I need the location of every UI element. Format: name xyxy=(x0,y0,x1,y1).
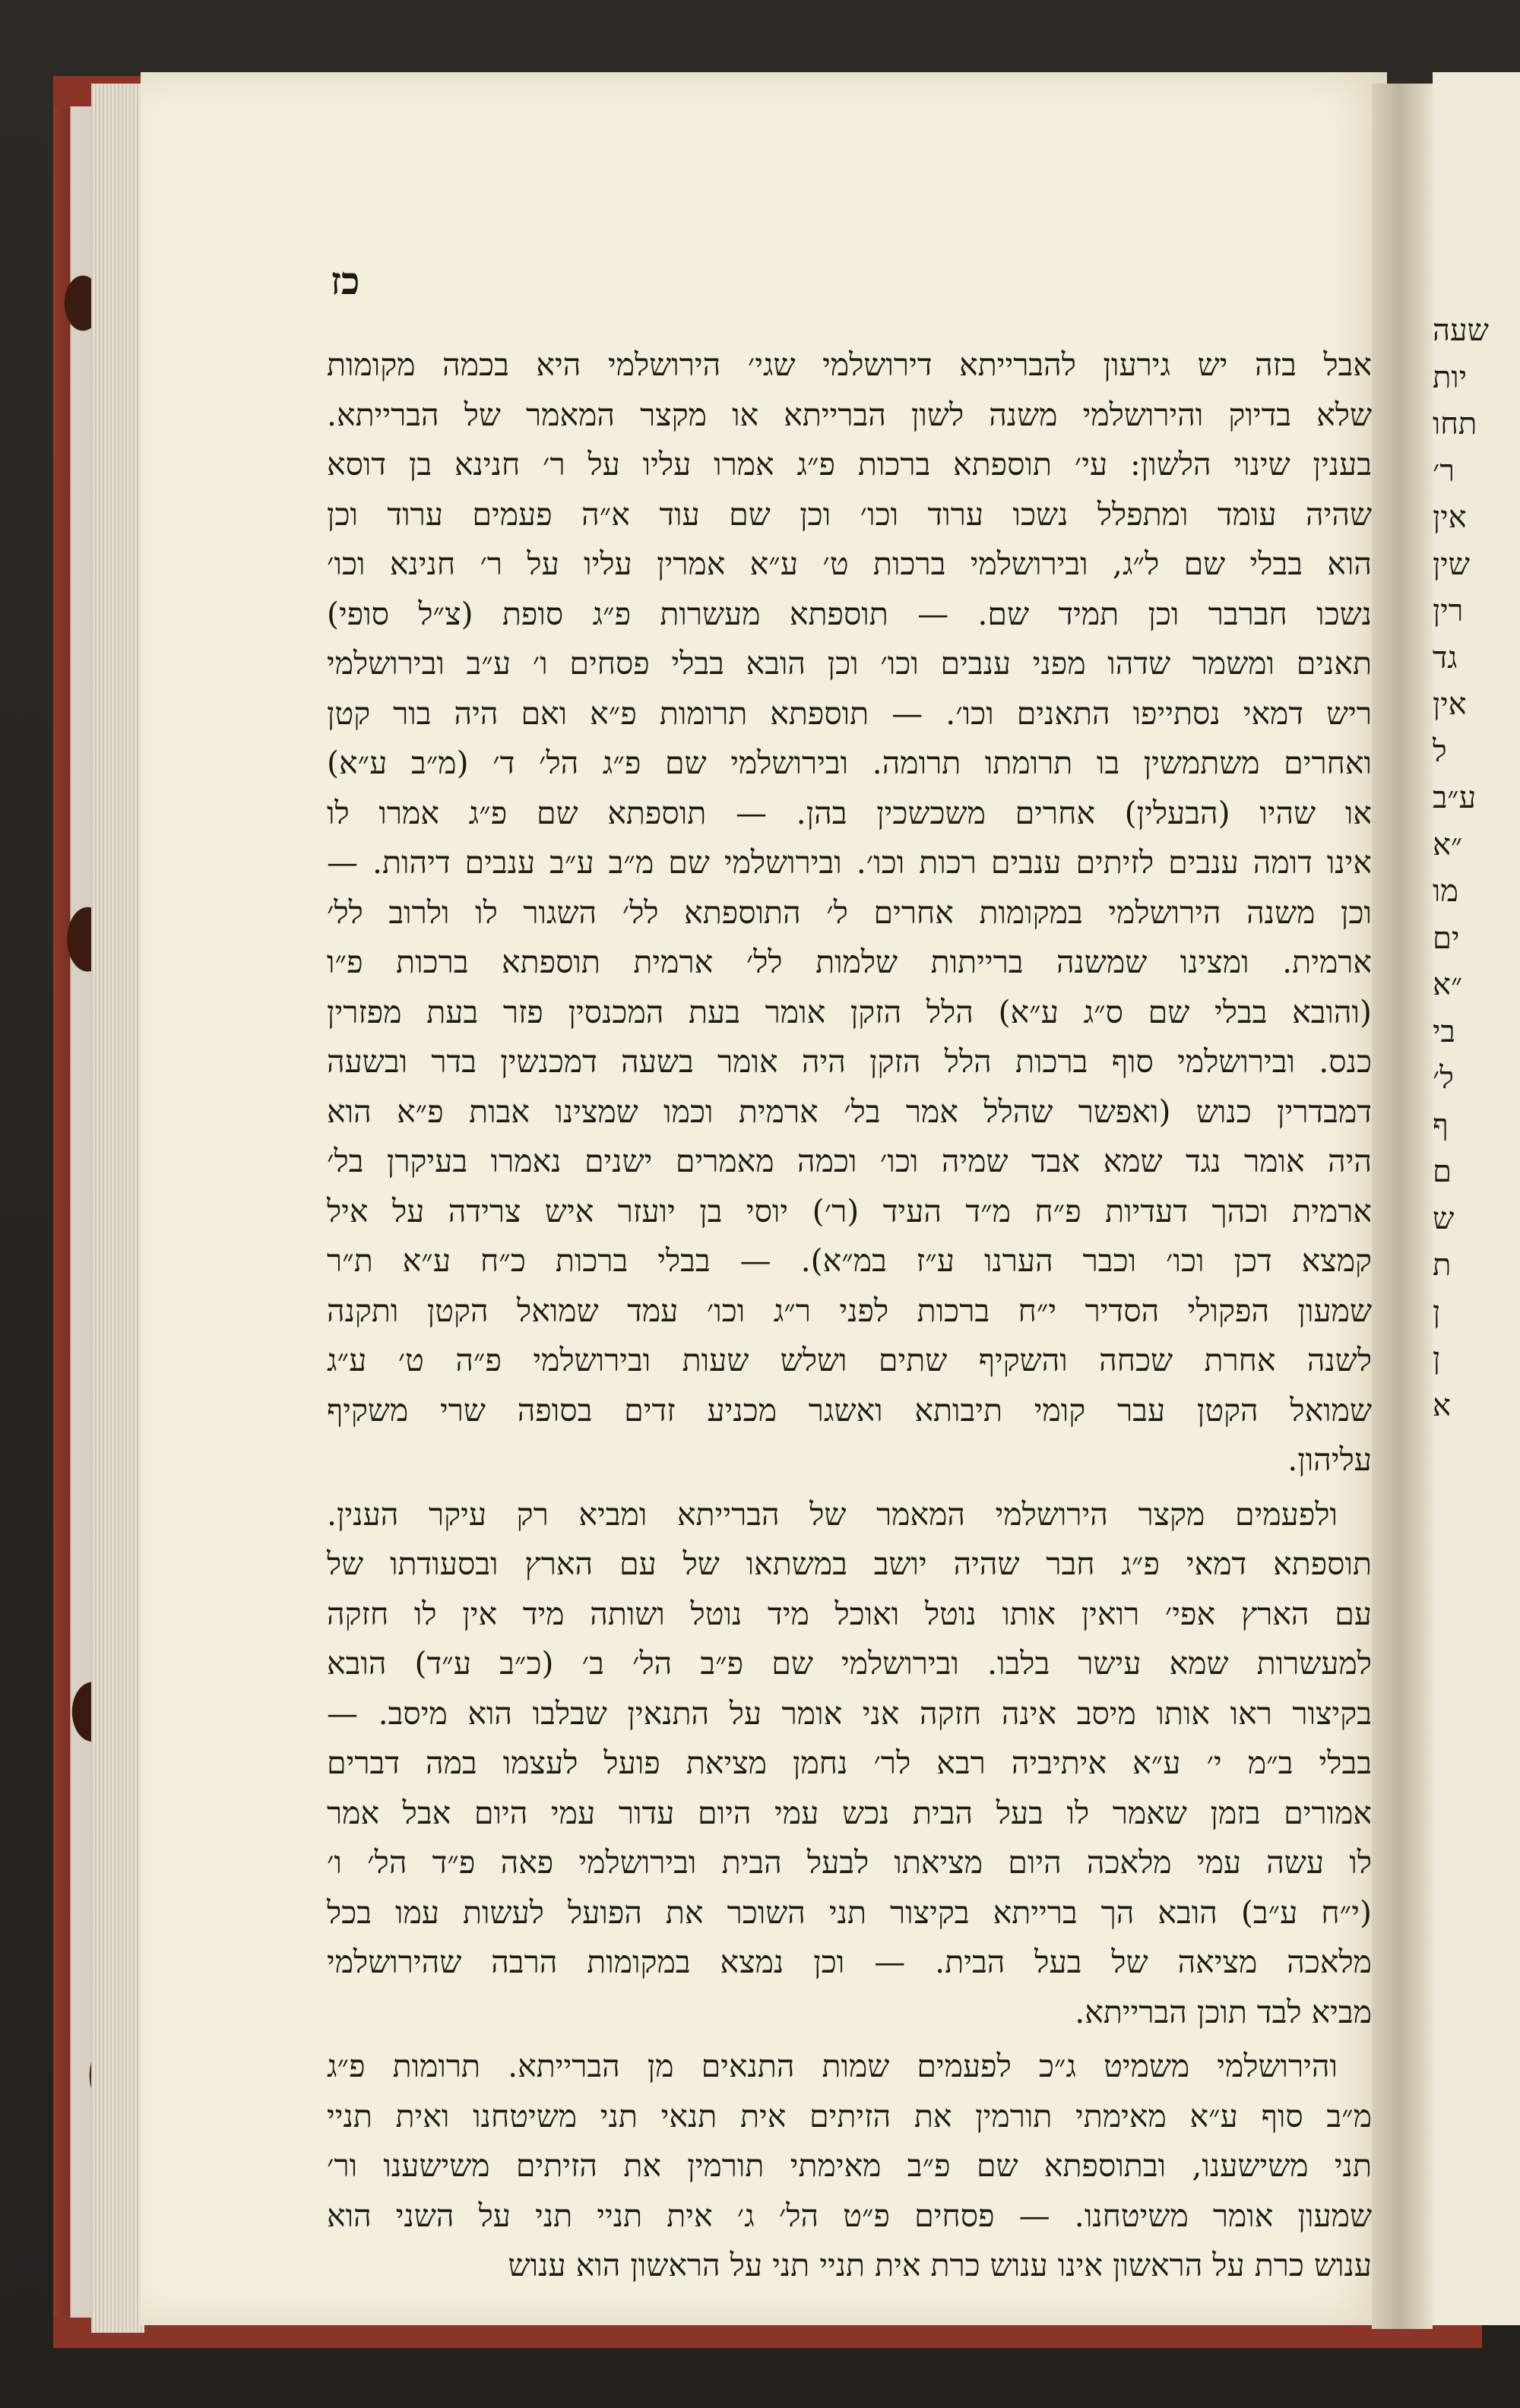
text-line: שלא בדיוק והירושלמי משנה לשון הברייתא או מקצר המאמר של הברייתא. xyxy=(327,396,1372,433)
text-line: שמואל הקטן עבר קומי תיבותא ואשגר מכניע זדים בסופה שרי משקיף xyxy=(327,1391,1372,1429)
text-line: דמבדרין כנוש (ואפשר שהלל אמר בל׳ ארמית וכמו שמצינו אבות פ״א הוא xyxy=(327,1093,1372,1130)
facing-line: שעה xyxy=(1433,313,1489,348)
facing-line: תחו xyxy=(1433,407,1477,441)
book-gutter xyxy=(1372,84,1433,2329)
text-line: אבל בזה יש גירעון להברייתא דירושלמי שגי׳ הירושלמי היא בכמה מקומות xyxy=(327,346,1372,383)
text-line: קמצא דכן וכו׳ וכבר הערנו ע״ז במ״א). — בבלי ברכות כ״ח ע״א ת״ר xyxy=(327,1242,1372,1279)
facing-line: ת xyxy=(1433,1248,1452,1283)
facing-line: ״א xyxy=(1433,827,1463,862)
text-line: בענין שינוי הלשון: עי׳ תוספתא ברכות פ״ג אמרו עליו על ר׳ חנינא בן דוסא xyxy=(327,446,1372,483)
facing-line: אין xyxy=(1433,500,1467,535)
text-line: שהיה עומד ומתפלל נשכו ערוד וכו׳ וכן שם עוד א״ה פעמים ערוד וכן xyxy=(327,495,1372,533)
text-line: היה אומר נגד שמא אבד שמיה וכו׳ וכמה מאמרים ישנים נאמרו בעיקרן בל׳ xyxy=(327,1143,1372,1179)
page-text xyxy=(327,340,1372,2291)
facing-line: יות xyxy=(1433,359,1468,395)
text-line: כנס. ובירושלמי סוף ברכות הלל הזקן היה אומר בשעה דמכנשין בדר ובשעה xyxy=(327,1043,1372,1080)
facing-line: ל xyxy=(1433,733,1447,769)
text-line: (והובא בבלי שם ס״ג ע״א) הלל הזקן אומר בעת המכנסין פזר בעת מפזרין xyxy=(327,993,1372,1030)
facing-line: בי xyxy=(1433,1014,1455,1049)
text-line: לו עשה עמי מלאכה היום מציאתו לבעל הבית ובירושלמי פאה פ״ד הל׳ ו׳ xyxy=(327,1844,1372,1881)
text-line: מ״ב סוף ע״א מאימתי תורמין את הזיתים אית תנאי תני משיטחנו ואית תניי xyxy=(327,2097,1372,2134)
text-line: תוספתא דמאי פ״ג חבר שהיה יושב במשתאו של עם הארץ ובסעודתו של xyxy=(327,1546,1372,1582)
text-line: אמורים בזמן שאמר לו בעל הבית נכש עמי היום עדור עמי היום אבל אמר xyxy=(327,1794,1372,1831)
paragraph xyxy=(327,1490,1372,2038)
text-line: תני משישענו, ובתוספתא שם פ״ב מאימתי תורמין את הזיתים משישענו ור׳ xyxy=(327,2147,1372,2184)
text-line: ריש דמאי נסתייפו התאנים וכו׳. — תוספתא תרומות פ״א ואם היה בור קטן xyxy=(327,695,1372,732)
facing-line: ש xyxy=(1433,1201,1455,1236)
text-line: עם הארץ אפי׳ רואין אותו נוטל ואוכל מיד נוטל ושותה מיד אין לו חזקה xyxy=(327,1595,1372,1632)
facing-line: ע״ב xyxy=(1433,780,1477,815)
facing-line: ם xyxy=(1433,1154,1452,1189)
page-edges xyxy=(91,84,144,2333)
text-line: מלאכה מציאה של בעל הבית. — וכן נמצא במקומות הרבה שהירושלמי xyxy=(327,1944,1372,1980)
text-line: (י״ח ע״ב) הובא הך ברייתא בקיצור תני השוכר את הפועל לעשות עמו בכל xyxy=(327,1894,1372,1931)
text-line: והירושלמי משמיט ג״כ לפעמים שמות התנאים מן הברייתא. תרומות פ״ג xyxy=(327,2048,1338,2084)
facing-page xyxy=(1433,72,1520,2325)
text-line: בקיצור ראו אותו מיסב אינה חזקה אני אומר על התנאין שבלבו הוא מיסב. — xyxy=(327,1694,1372,1732)
text-line: ענוש כרת על הראשון אינו ענוש כרת אית תניי תני על הראשון הוא ענוש xyxy=(508,2247,1372,2283)
page-number: כז xyxy=(331,258,360,303)
text-line: שמעון אומר משיטחנו. — פסחים פ״ט הל׳ ג׳ אית תניי תני על השני הוא xyxy=(327,2197,1372,2234)
paragraph xyxy=(327,340,1372,1486)
facing-page-text xyxy=(1433,308,1520,1429)
facing-line: ן xyxy=(1433,1294,1441,1330)
text-line: הוא בבלי שם ל״ג, ובירושלמי ברכות ט׳ ע״א אמרין עליו על ר׳ חנינא וכו׳ xyxy=(327,546,1372,582)
facing-line: ף xyxy=(1433,1107,1449,1143)
text-line: או שהיו (הבעלין) אחרים משכשכין בהן. — תוספתא שם פ״ג אמרו לו xyxy=(327,794,1372,831)
facing-line: ל׳ xyxy=(1433,1061,1454,1096)
text-line: ארמית. ומצינו שמשנה ברייתות שלמות לל׳ ארמית תוספתא ברכות פ״ו xyxy=(327,944,1372,980)
text-line: בבלי ב״מ י׳ ע״א איתיביה רבא לר׳ נחמן מציאת פועל לעצמו במה דברים xyxy=(327,1745,1372,1781)
facing-line: רין xyxy=(1433,593,1464,628)
text-line: לשנה אחרת שכחה והשקיף שתים ושלש שעות ובירושלמי פ״ה ט׳ ע״ג xyxy=(327,1342,1372,1378)
paragraph xyxy=(327,2042,1372,2291)
text-line: ארמית וכהך דעדיות פ״ח מ״ד העיד (ר׳) יוסי בן יועזר איש צרידה על איל xyxy=(327,1192,1372,1229)
facing-line: גד xyxy=(1433,640,1458,676)
facing-line: אין xyxy=(1433,687,1467,722)
facing-line: א xyxy=(1433,1388,1452,1423)
facing-line: ר׳ xyxy=(1433,453,1455,489)
text-line: למעשרות שמא עישר בלבו. ובירושלמי שם פ״ב הל׳ ב׳ (כ״ב ע״ד) הובא xyxy=(327,1645,1372,1682)
text-line: מביא לבד תוכן הברייתא. xyxy=(1075,1993,1372,2030)
facing-line: שין xyxy=(1433,546,1471,582)
facing-line: ן xyxy=(1433,1341,1441,1376)
text-line: אינו דומה ענבים לזיתים ענבים רכות וכו׳. ובירושלמי שם מ״ב ע״ב ענבים דיהות. — xyxy=(327,844,1372,881)
text-line: נשכו חברבר וכן תמיד שם. — תוספתא מעשרות פ״ג סופת (צ״ל סופי) xyxy=(327,595,1372,632)
facing-line: מו xyxy=(1433,874,1458,909)
text-line: תאנים ומשמר שדהו מפני ענבים וכו׳ וכן הובא בבלי פסחים ו׳ ע״ב ובירושלמי xyxy=(327,645,1372,682)
text-line: שמעון הפקולי הסדיר י״ח ברכות לפני ר״ג וכו׳ עמד שמואל הקטן ותקנה xyxy=(327,1292,1372,1329)
text-line: ואחרים משתמשין בו תרומתו תרומה. ובירושלמי שם פ״ג הל׳ ד׳ (מ״ב ע״א) xyxy=(327,745,1372,781)
facing-line: ים xyxy=(1433,920,1460,956)
text-line: וכן משנה הירושלמי במקומות אחרים ל׳ התוספתא לל׳ השגור לו ולרוב לל׳ xyxy=(327,894,1372,931)
text-line: ולפעמים מקצר הירושלמי המאמר של הברייתא ומביא רק עיקר הענין. xyxy=(327,1495,1338,1533)
facing-line: ״א xyxy=(1433,967,1463,1002)
text-line: עליהון. xyxy=(1287,1441,1372,1478)
